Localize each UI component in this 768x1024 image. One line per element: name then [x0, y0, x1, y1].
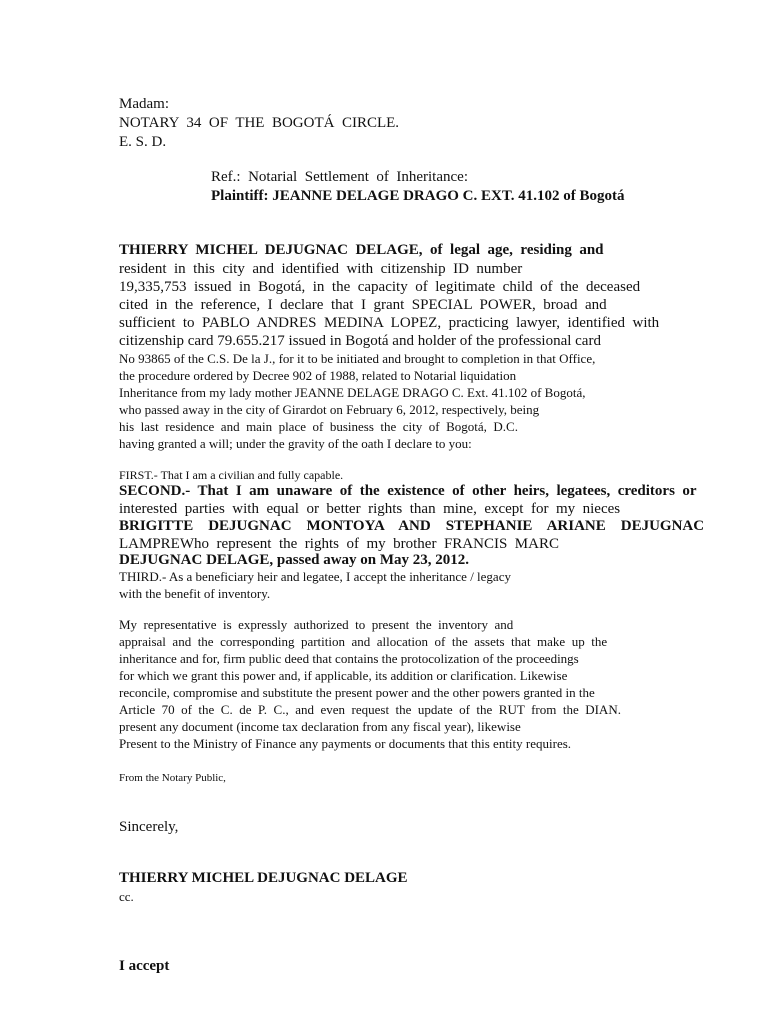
body-line: present any document (income tax declaration from any fiscal year), likewise: [119, 719, 521, 734]
signer-cc: cc.: [119, 889, 134, 904]
body-line: sufficient to PABLO ANDRES MEDINA LOPEZ, practicing lawyer, identified with: [119, 315, 660, 331]
body-line: for which we grant this power and, if applicable, its addition or clarification. Likewise: [119, 668, 568, 683]
clause-second: SECOND.- That I am unaware of the existence of other heirs, legatees, creditors or: [119, 483, 697, 499]
closing-sincerely: Sincerely,: [119, 819, 179, 835]
body-line: Present to the Ministry of Finance any payments or documents that this entity requires.: [119, 736, 572, 751]
body-line: Inheritance from my lady mother JEANNE DELAGE DRAGO C. Ext. 41.102 of Bogotá,: [119, 385, 586, 400]
clause-second-line: BRIGITTE DEJUGNAC MONTOYA AND STEPHANIE ARIANE DEJUGNAC: [119, 518, 705, 534]
body-line: having granted a will; under the gravity of the oath I declare to you:: [119, 436, 472, 451]
plaintiff-line: Plaintiff: JEANNE DELAGE DRAGO C. EXT. 41.102 of Bogotá: [211, 188, 625, 204]
clause-second-line: LAMPREWho represent the rights of my brother FRANCIS MARC: [119, 536, 559, 552]
clause-second-line: DEJUGNAC DELAGE, passed away on May 23, 2012.: [119, 552, 470, 568]
body-line: My representative is expressly authorized to present the inventory and: [119, 617, 514, 632]
body-line: resident in this city and identified with citizenship ID number: [119, 261, 523, 277]
clause-second-line: interested parties with equal or better rights than mine, except for my nieces: [119, 501, 621, 517]
body-line: 19,335,753 issued in Bogotá, in the capacity of legitimate child of the deceased: [119, 279, 641, 295]
body-line: THIERRY MICHEL DEJUGNAC DELAGE, of legal age, residing and: [119, 242, 604, 258]
body-line: his last residence and main place of business the city of Bogotá, D.C.: [119, 419, 518, 434]
esd-line: E. S. D.: [119, 134, 167, 150]
clause-first: FIRST.- That I am a civilian and fully capable.: [119, 468, 344, 482]
body-line: No 93865 of the C.S. De la J., for it to be initiated and brought to completion in that Office,: [119, 351, 596, 366]
notary-addressee: NOTARY 34 OF THE BOGOTÁ CIRCLE.: [119, 115, 400, 131]
body-line: citizenship card 79.655.217 issued in Bogotá and holder of the professional card: [119, 333, 601, 349]
from-notary: From the Notary Public,: [119, 772, 226, 784]
salutation: Madam:: [119, 96, 169, 112]
body-line: the procedure ordered by Decree 902 of 1988, related to Notarial liquidation: [119, 368, 517, 383]
body-line: cited in the reference, I declare that I grant SPECIAL POWER, broad and: [119, 297, 607, 313]
body-line: reconcile, compromise and substitute the present power and the other powers granted in the: [119, 685, 595, 700]
body-line: appraisal and the corresponding partition and allocation of the assets that make up the: [119, 634, 608, 649]
signer-name: THIERRY MICHEL DEJUGNAC DELAGE: [119, 870, 408, 886]
clause-third-line: with the benefit of inventory.: [119, 586, 271, 601]
reference-line: Ref.: Notarial Settlement of Inheritance:: [211, 169, 468, 185]
body-line: Article 70 of the C. de P. C., and even request the update of the RUT from the DIAN.: [119, 702, 621, 717]
body-line: who passed away in the city of Girardot on February 6, 2012, respectively, being: [119, 402, 540, 417]
accept-line: I accept: [119, 958, 170, 974]
body-line: inheritance and for, firm public deed that contains the protocolization of the proceedings: [119, 651, 579, 666]
clause-third: THIRD.- As a beneficiary heir and legatee, I accept the inheritance / legacy: [119, 569, 511, 584]
